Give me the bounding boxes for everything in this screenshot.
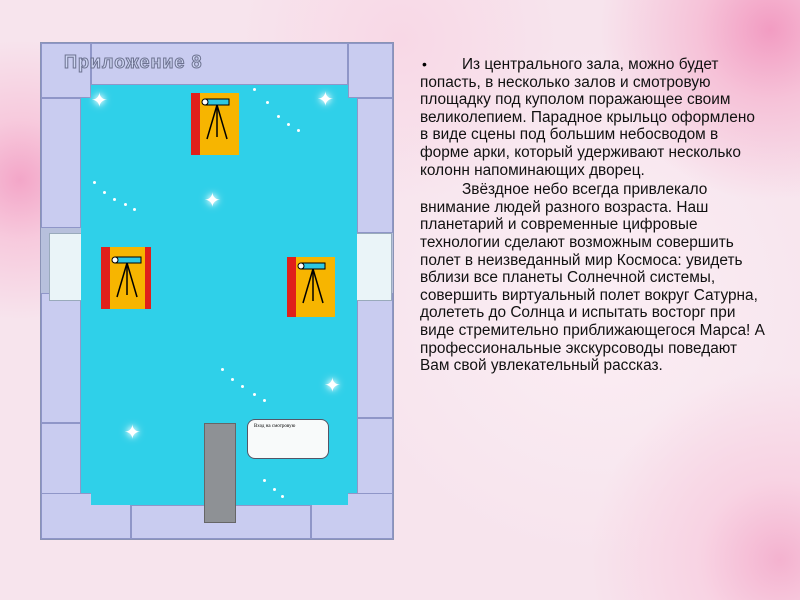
telescope-room-top: [191, 93, 239, 155]
star-trail-dot: [263, 399, 266, 402]
star-trail-dot: [103, 191, 106, 194]
star-icon: ✦: [204, 190, 221, 212]
star-trail-dot: [93, 181, 96, 184]
star-icon: ✦: [317, 89, 334, 111]
star-trail-dot: [221, 368, 224, 371]
telescope-icon: [287, 257, 335, 317]
observation-entrance: [204, 423, 236, 523]
description-text: [420, 56, 765, 375]
room-right-1: [357, 98, 393, 233]
telescope-room-right: [287, 257, 335, 317]
star-trail-dot: [124, 203, 127, 206]
star-trail-dot: [253, 88, 256, 91]
telescope-icon: [191, 93, 239, 155]
entrance-callout: [247, 419, 329, 459]
telescope-room-left: [101, 247, 151, 309]
star-trail-dot: [241, 385, 244, 388]
star-trail-dot: [263, 479, 266, 482]
star-trail-dot: [113, 198, 116, 201]
paragraph-1: Из центрального зала, можно будет попасть, в несколько залов и смотровую площадку под куполом поражающее своим великолепием. Парадное крыльцо оформлено в виде сцены под большим небосводом в форме арки, который удерживают несколько колонн напоминающих дворец.: [420, 56, 755, 179]
room-right-2: [357, 293, 393, 418]
star-icon: ✦: [324, 375, 341, 397]
star-trail-dot: [133, 208, 136, 211]
star-icon: ✦: [91, 90, 108, 112]
star-trail-dot: [287, 123, 290, 126]
star-trail-dot: [277, 115, 280, 118]
floor-plan: [40, 42, 394, 540]
room-top-right: [348, 43, 393, 98]
star-trail-dot: [297, 129, 300, 132]
star-trail-dot: [266, 101, 269, 104]
star-trail-dot: [231, 378, 234, 381]
star-icon: ✦: [124, 422, 141, 444]
star-trail-dot: [253, 393, 256, 396]
paragraph-2: Звёздное небо всегда привлекало внимание людей разного возраста. Наш планетарий и современные цифровые технологии сделают возможным совершить полет в неизведанный мир Космоса: увидеть вблизи все планеты Солнечной системы, совершить виртуальный полет вокруг Сатурна, долететь до Солнца и испытать восторг при виде стремительно приближающегося Марса! А профессиональные экскурсоводы поведают Вам свой увлекательный рассказ.: [420, 181, 765, 375]
telescope-icon: [101, 247, 151, 309]
room-left-2: [41, 293, 81, 423]
plan-title: Приложение 8: [64, 52, 203, 72]
callout-label: Вход на смотровую: [254, 424, 296, 429]
room-left-1: [41, 98, 81, 228]
bullet-marker: •: [422, 56, 427, 72]
star-trail-dot: [273, 488, 276, 491]
star-trail-dot: [281, 495, 284, 498]
